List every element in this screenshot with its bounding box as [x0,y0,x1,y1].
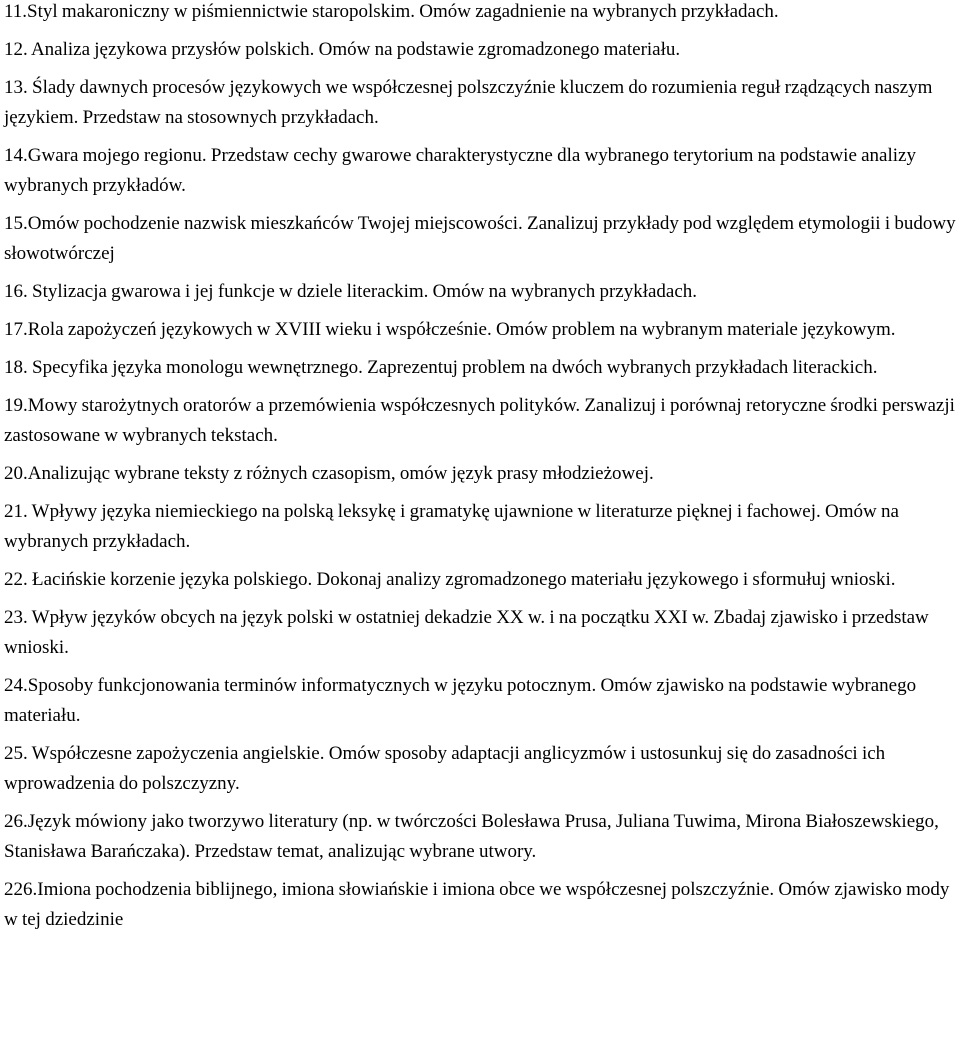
topic-item: 25. Współczesne zapożyczenia angielskie. Omów sposoby adaptacji anglicyzmów i ustosunkuj się do zasadności ich wprowadzenia do polszczyzny. [4,743,886,794]
topic-item: 14.Gwara mojego regionu. Przedstaw cechy gwarowe charakterystyczne dla wybranego terytorium na podstawie analizy wybranych przykładów. [4,145,916,196]
topic-item: 12. Analiza językowa przysłów polskich. Omów na podstawie zgromadzonego materiału. [4,39,681,60]
topic-item: 11.Styl makaroniczny w piśmiennictwie staropolskim. Omów zagadnienie na wybranych przykładach. [4,1,779,22]
topic-item: 13. Ślady dawnych procesów językowych we współczesnej polszczyźnie kluczem do rozumienia reguł rządzących naszym językiem. Przedstaw na stosownych przykładach. [4,77,933,128]
topic-item: 26.Język mówiony jako tworzywo literatury (np. w twórczości Bolesława Prusa, Juliana Tuwima, Mirona Białoszewskiego, Stanisława Barańczaka). Przedstaw temat, analizując wybrane utwory. [4,811,939,862]
topic-item: 20.Analizując wybrane teksty z różnych czasopism, omów język prasy młodzieżowej. [4,463,654,484]
topic-item: 16. Stylizacja gwarowa i jej funkcje w dziele literackim. Omów na wybranych przykładach. [4,281,698,302]
topic-item: 18. Specyfika języka monologu wewnętrznego. Zaprezentuj problem na dwóch wybranych przykładach literackich. [4,357,878,378]
topic-item: 23. Wpływ języków obcych na język polski w ostatniej dekadzie XX w. i na początku XXI w. Zbadaj zjawisko i przedstaw wnioski. [4,607,929,658]
topic-item: 22. Łacińskie korzenie języka polskiego. Dokonaj analizy zgromadzonego materiału językowego i sformułuj wnioski. [4,569,896,590]
topic-item: 226.Imiona pochodzenia biblijnego, imiona słowiańskie i imiona obce we współczesnej polszczyźnie. Omów zjawisko mody w tej dziedzinie [4,879,950,930]
topic-item: 15.Omów pochodzenie nazwisk mieszkańców Twojej miejscowości. Zanalizuj przykłady pod względem etymologii i budowy słowotwórczej [4,213,956,264]
topic-item: 19.Mowy starożytnych oratorów a przemówienia współczesnych polityków. Zanalizuj i porównaj retoryczne środki perswazji zastosowane w wybranych tekstach. [4,395,955,446]
topic-item: 21. Wpływy języka niemieckiego na polską leksykę i gramatykę ujawnione w literaturze pięknej i fachowej. Omów na wybranych przykładach. [4,501,899,552]
topic-list [4,0,958,935]
topic-item: 24.Sposoby funkcjonowania terminów informatycznych w języku potocznym. Omów zjawisko na podstawie wybranego materiału. [4,675,917,726]
topic-item: 17.Rola zapożyczeń językowych w XVIII wieku i współcześnie. Omów problem na wybranym materiale językowym. [4,319,896,340]
